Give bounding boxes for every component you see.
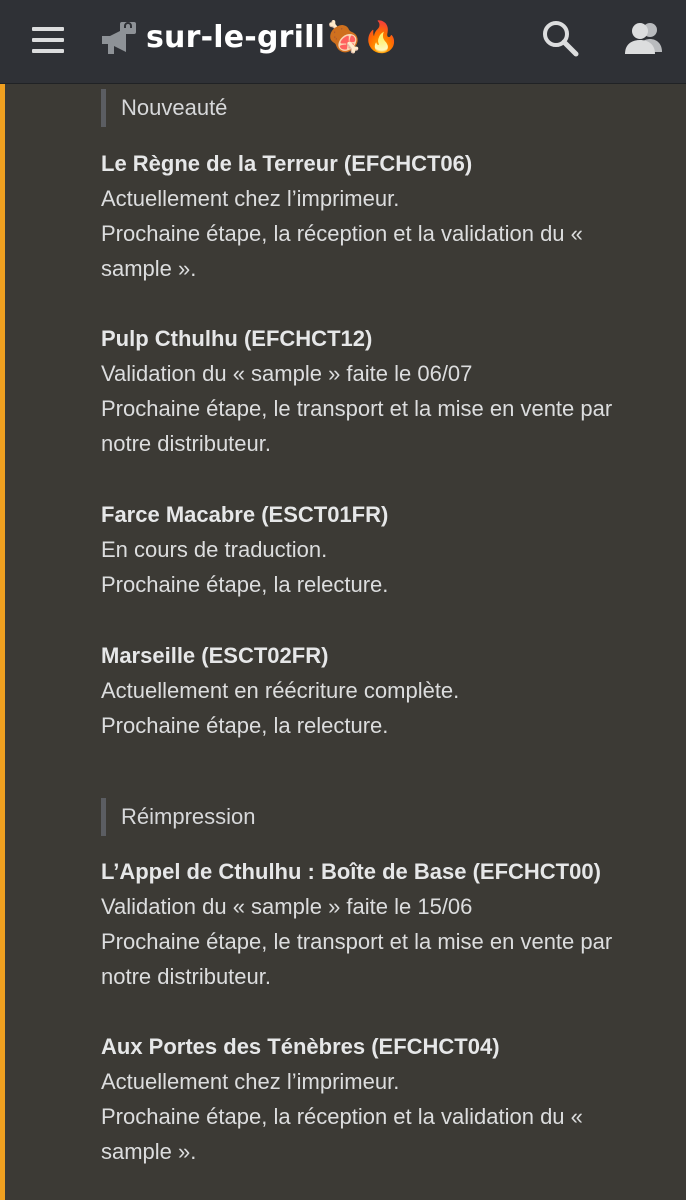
top-bar [0, 0, 686, 84]
entry-line: sample ». [101, 256, 197, 281]
list-item [101, 321, 661, 461]
entry-title: Farce Macabre (ESCT01FR) [101, 502, 389, 527]
entry-line: Validation du « sample » faite le 06/07 [101, 361, 473, 386]
entry-line: Actuellement en réécriture complète. [101, 678, 460, 703]
entry-line: notre distributeur. [101, 964, 271, 989]
section-heading-reimpression: Réimpression [101, 798, 256, 836]
section-heading-nouveaute: Nouveauté [101, 89, 227, 127]
entry-line: Actuellement chez l’imprimeur. [101, 1069, 400, 1094]
message-content [0, 84, 686, 1200]
entry-line: Prochaine étape, la réception et la validation du « [101, 1104, 583, 1129]
entry-line: sample ». [101, 1139, 197, 1164]
entry-title: Marseille (ESCT02FR) [101, 643, 329, 668]
list-item [101, 146, 661, 286]
entry-title: Aux Portes des Ténèbres (EFCHCT04) [101, 1034, 500, 1059]
list-item [101, 638, 661, 743]
entry-line: En cours de traduction. [101, 537, 328, 562]
entry-title: Pulp Cthulhu (EFCHCT12) [101, 326, 373, 351]
entry-title: Le Règne de la Terreur (EFCHCT06) [101, 151, 473, 176]
list-item [101, 1029, 661, 1169]
entry-line: notre distributeur. [101, 431, 271, 456]
entry-line: Actuellement chez l’imprimeur. [101, 186, 400, 211]
mention-highlight-bar [0, 84, 5, 1200]
entry-title: L’Appel de Cthulhu : Boîte de Base (EFCHCT00) [101, 859, 601, 884]
entry-line: Validation du « sample » faite le 15/06 [101, 894, 473, 919]
channel-name: sur-le-grill🍖🔥 [146, 20, 401, 55]
entry-line: Prochaine étape, le transport et la mise en vente par [101, 929, 613, 954]
entry-line: Prochaine étape, le transport et la mise en vente par [101, 396, 613, 421]
entry-line: Prochaine étape, la relecture. [101, 572, 389, 597]
list-item [101, 497, 661, 602]
list-item [101, 854, 661, 994]
members-icon[interactable] [622, 18, 666, 58]
entry-line: Prochaine étape, la réception et la validation du « [101, 221, 583, 246]
hamburger-menu-icon[interactable] [28, 24, 68, 60]
search-icon[interactable] [540, 18, 580, 58]
announcement-megaphone-icon [98, 20, 140, 60]
entry-line: Prochaine étape, la relecture. [101, 713, 389, 738]
